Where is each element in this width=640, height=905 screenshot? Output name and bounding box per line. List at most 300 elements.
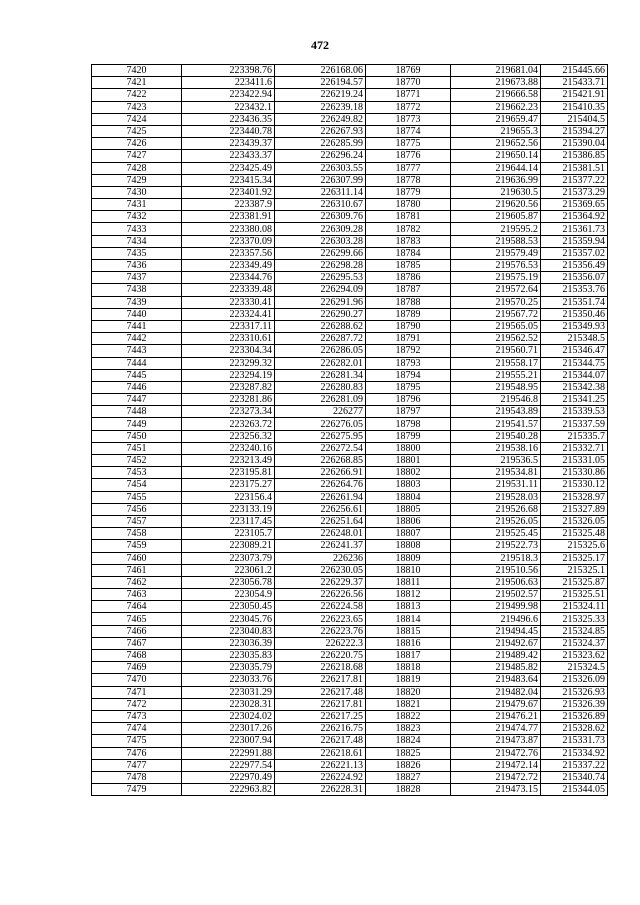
y-coordinate-2-cell: 215445.66 bbox=[541, 65, 608, 77]
y-coordinate-2-cell: 215324.5 bbox=[541, 662, 608, 674]
point-number-2-cell: 18819 bbox=[366, 674, 451, 686]
x-coordinate-cell: 223240.16 bbox=[182, 442, 275, 454]
x-coordinate-cell: 223073.79 bbox=[182, 552, 275, 564]
y-coordinate-2-cell: 215350.46 bbox=[541, 308, 608, 320]
point-number-2-cell: 18800 bbox=[366, 442, 451, 454]
point-number-cell: 7454 bbox=[92, 479, 182, 491]
y-coordinate-cell: 226309.28 bbox=[275, 223, 366, 235]
point-number-2-cell: 18787 bbox=[366, 284, 451, 296]
point-number-cell: 7477 bbox=[92, 759, 182, 771]
x-coordinate-cell: 223056.78 bbox=[182, 576, 275, 588]
x-coordinate-cell: 223035.79 bbox=[182, 662, 275, 674]
y-coordinate-2-cell: 215337.22 bbox=[541, 759, 608, 771]
x-coordinate-2-cell: 219496.6 bbox=[451, 613, 541, 625]
x-coordinate-cell: 222970.49 bbox=[182, 771, 275, 783]
point-number-cell: 7426 bbox=[92, 138, 182, 150]
y-coordinate-2-cell: 215342.38 bbox=[541, 381, 608, 393]
table-row bbox=[92, 89, 608, 101]
point-number-2-cell: 18791 bbox=[366, 333, 451, 345]
table-row bbox=[92, 625, 608, 637]
point-number-cell: 7451 bbox=[92, 442, 182, 454]
x-coordinate-cell: 223304.34 bbox=[182, 345, 275, 357]
y-coordinate-cell: 226264.76 bbox=[275, 479, 366, 491]
y-coordinate-cell: 226217.25 bbox=[275, 710, 366, 722]
table-row bbox=[92, 65, 608, 77]
y-coordinate-2-cell: 215361.73 bbox=[541, 223, 608, 235]
y-coordinate-cell: 226266.91 bbox=[275, 467, 366, 479]
table-row bbox=[92, 528, 608, 540]
y-coordinate-cell: 226216.75 bbox=[275, 723, 366, 735]
x-coordinate-2-cell: 219673.88 bbox=[451, 77, 541, 89]
x-coordinate-2-cell: 219567.72 bbox=[451, 308, 541, 320]
x-coordinate-cell: 223045.76 bbox=[182, 613, 275, 625]
y-coordinate-cell: 226303.28 bbox=[275, 235, 366, 247]
point-number-cell: 7475 bbox=[92, 735, 182, 747]
x-coordinate-2-cell: 219548.95 bbox=[451, 381, 541, 393]
x-coordinate-cell: 223175.27 bbox=[182, 479, 275, 491]
point-number-cell: 7452 bbox=[92, 455, 182, 467]
table-row bbox=[92, 455, 608, 467]
point-number-2-cell: 18817 bbox=[366, 650, 451, 662]
y-coordinate-2-cell: 215421.91 bbox=[541, 89, 608, 101]
y-coordinate-2-cell: 215381.51 bbox=[541, 162, 608, 174]
x-coordinate-cell: 223105.7 bbox=[182, 528, 275, 540]
x-coordinate-2-cell: 219666.58 bbox=[451, 89, 541, 101]
table-row bbox=[92, 771, 608, 783]
y-coordinate-cell: 226303.55 bbox=[275, 162, 366, 174]
y-coordinate-2-cell: 215326.89 bbox=[541, 710, 608, 722]
point-number-cell: 7437 bbox=[92, 272, 182, 284]
x-coordinate-2-cell: 219558.17 bbox=[451, 357, 541, 369]
x-coordinate-cell: 223031.29 bbox=[182, 686, 275, 698]
y-coordinate-2-cell: 215325.33 bbox=[541, 613, 608, 625]
point-number-cell: 7479 bbox=[92, 784, 182, 796]
x-coordinate-2-cell: 219472.72 bbox=[451, 771, 541, 783]
x-coordinate-2-cell: 219540.28 bbox=[451, 430, 541, 442]
y-coordinate-cell: 226223.76 bbox=[275, 625, 366, 637]
y-coordinate-2-cell: 215331.05 bbox=[541, 455, 608, 467]
y-coordinate-cell: 226223.65 bbox=[275, 613, 366, 625]
point-number-cell: 7455 bbox=[92, 491, 182, 503]
table-row bbox=[92, 710, 608, 722]
point-number-2-cell: 18818 bbox=[366, 662, 451, 674]
point-number-cell: 7442 bbox=[92, 333, 182, 345]
point-number-2-cell: 18823 bbox=[366, 723, 451, 735]
point-number-cell: 7470 bbox=[92, 674, 182, 686]
y-coordinate-cell: 226291.96 bbox=[275, 296, 366, 308]
y-coordinate-2-cell: 215351.74 bbox=[541, 296, 608, 308]
x-coordinate-cell: 223436.35 bbox=[182, 113, 275, 125]
y-coordinate-2-cell: 215373.29 bbox=[541, 186, 608, 198]
y-coordinate-cell: 226168.06 bbox=[275, 65, 366, 77]
y-coordinate-2-cell: 215334.92 bbox=[541, 747, 608, 759]
x-coordinate-2-cell: 219570.25 bbox=[451, 296, 541, 308]
table-row bbox=[92, 174, 608, 186]
point-number-2-cell: 18827 bbox=[366, 771, 451, 783]
table-row bbox=[92, 418, 608, 430]
y-coordinate-2-cell: 215328.62 bbox=[541, 723, 608, 735]
y-coordinate-2-cell: 215330.12 bbox=[541, 479, 608, 491]
x-coordinate-2-cell: 219506.63 bbox=[451, 576, 541, 588]
table-row bbox=[92, 479, 608, 491]
table-row bbox=[92, 723, 608, 735]
x-coordinate-cell: 223380.08 bbox=[182, 223, 275, 235]
point-number-cell: 7431 bbox=[92, 199, 182, 211]
x-coordinate-cell: 223387.9 bbox=[182, 199, 275, 211]
table-row bbox=[92, 491, 608, 503]
x-coordinate-cell: 223281.86 bbox=[182, 394, 275, 406]
x-coordinate-2-cell: 219518.3 bbox=[451, 552, 541, 564]
x-coordinate-cell: 223339.48 bbox=[182, 284, 275, 296]
y-coordinate-2-cell: 215340.74 bbox=[541, 771, 608, 783]
y-coordinate-cell: 226194.57 bbox=[275, 77, 366, 89]
point-number-cell: 7444 bbox=[92, 357, 182, 369]
y-coordinate-2-cell: 215394.27 bbox=[541, 125, 608, 137]
point-number-2-cell: 18776 bbox=[366, 150, 451, 162]
x-coordinate-2-cell: 219483.64 bbox=[451, 674, 541, 686]
point-number-cell: 7476 bbox=[92, 747, 182, 759]
y-coordinate-2-cell: 215330.86 bbox=[541, 467, 608, 479]
x-coordinate-2-cell: 219655.3 bbox=[451, 125, 541, 137]
point-number-2-cell: 18813 bbox=[366, 601, 451, 613]
point-number-cell: 7439 bbox=[92, 296, 182, 308]
y-coordinate-2-cell: 215344.75 bbox=[541, 357, 608, 369]
point-number-2-cell: 18793 bbox=[366, 357, 451, 369]
x-coordinate-cell: 223411.6 bbox=[182, 77, 275, 89]
table-row bbox=[92, 247, 608, 259]
x-coordinate-cell: 223024.02 bbox=[182, 710, 275, 722]
y-coordinate-cell: 226280.83 bbox=[275, 381, 366, 393]
table-row bbox=[92, 784, 608, 796]
point-number-2-cell: 18816 bbox=[366, 637, 451, 649]
table-row bbox=[92, 345, 608, 357]
y-coordinate-cell: 226288.62 bbox=[275, 320, 366, 332]
table-row bbox=[92, 394, 608, 406]
y-coordinate-cell: 226309.76 bbox=[275, 211, 366, 223]
x-coordinate-2-cell: 219575.19 bbox=[451, 272, 541, 284]
x-coordinate-2-cell: 219522.73 bbox=[451, 540, 541, 552]
point-number-cell: 7424 bbox=[92, 113, 182, 125]
point-number-cell: 7447 bbox=[92, 394, 182, 406]
x-coordinate-cell: 223273.34 bbox=[182, 406, 275, 418]
y-coordinate-cell: 226272.54 bbox=[275, 442, 366, 454]
x-coordinate-cell: 222963.82 bbox=[182, 784, 275, 796]
y-coordinate-2-cell: 215348.5 bbox=[541, 333, 608, 345]
point-number-cell: 7468 bbox=[92, 650, 182, 662]
point-number-cell: 7463 bbox=[92, 589, 182, 601]
point-number-2-cell: 18812 bbox=[366, 589, 451, 601]
y-coordinate-2-cell: 215332.71 bbox=[541, 442, 608, 454]
point-number-cell: 7457 bbox=[92, 515, 182, 527]
y-coordinate-2-cell: 215326.93 bbox=[541, 686, 608, 698]
point-number-2-cell: 18803 bbox=[366, 479, 451, 491]
x-coordinate-cell: 223213.49 bbox=[182, 455, 275, 467]
y-coordinate-cell: 226217.48 bbox=[275, 686, 366, 698]
table-row bbox=[92, 138, 608, 150]
y-coordinate-cell: 226222.3 bbox=[275, 637, 366, 649]
y-coordinate-cell: 226277 bbox=[275, 406, 366, 418]
point-number-2-cell: 18814 bbox=[366, 613, 451, 625]
point-number-cell: 7428 bbox=[92, 162, 182, 174]
y-coordinate-cell: 226286.05 bbox=[275, 345, 366, 357]
point-number-2-cell: 18779 bbox=[366, 186, 451, 198]
y-coordinate-cell: 226217.81 bbox=[275, 698, 366, 710]
table-row bbox=[92, 515, 608, 527]
table-row bbox=[92, 637, 608, 649]
point-number-cell: 7456 bbox=[92, 503, 182, 515]
x-coordinate-cell: 223317.11 bbox=[182, 320, 275, 332]
y-coordinate-2-cell: 215324.11 bbox=[541, 601, 608, 613]
table-row bbox=[92, 613, 608, 625]
point-number-cell: 7462 bbox=[92, 576, 182, 588]
table-row bbox=[92, 260, 608, 272]
y-coordinate-cell: 226276.05 bbox=[275, 418, 366, 430]
x-coordinate-2-cell: 219605.87 bbox=[451, 211, 541, 223]
y-coordinate-cell: 226296.24 bbox=[275, 150, 366, 162]
y-coordinate-cell: 226228.31 bbox=[275, 784, 366, 796]
x-coordinate-2-cell: 219579.49 bbox=[451, 247, 541, 259]
point-number-cell: 7449 bbox=[92, 418, 182, 430]
point-number-2-cell: 18826 bbox=[366, 759, 451, 771]
table-row bbox=[92, 686, 608, 698]
point-number-cell: 7465 bbox=[92, 613, 182, 625]
table-row bbox=[92, 113, 608, 125]
x-coordinate-2-cell: 219482.04 bbox=[451, 686, 541, 698]
x-coordinate-2-cell: 219474.77 bbox=[451, 723, 541, 735]
x-coordinate-cell: 223017.26 bbox=[182, 723, 275, 735]
point-number-cell: 7472 bbox=[92, 698, 182, 710]
x-coordinate-2-cell: 219510.56 bbox=[451, 564, 541, 576]
x-coordinate-cell: 223299.32 bbox=[182, 357, 275, 369]
x-coordinate-cell: 223061.2 bbox=[182, 564, 275, 576]
x-coordinate-2-cell: 219538.16 bbox=[451, 442, 541, 454]
x-coordinate-2-cell: 219536.5 bbox=[451, 455, 541, 467]
point-number-2-cell: 18785 bbox=[366, 260, 451, 272]
x-coordinate-cell: 223425.49 bbox=[182, 162, 275, 174]
x-coordinate-2-cell: 219588.53 bbox=[451, 235, 541, 247]
table-row bbox=[92, 272, 608, 284]
x-coordinate-2-cell: 219652.56 bbox=[451, 138, 541, 150]
y-coordinate-cell: 226261.94 bbox=[275, 491, 366, 503]
x-coordinate-2-cell: 219576.53 bbox=[451, 260, 541, 272]
x-coordinate-cell: 223195.81 bbox=[182, 467, 275, 479]
point-number-2-cell: 18789 bbox=[366, 308, 451, 320]
point-number-2-cell: 18809 bbox=[366, 552, 451, 564]
y-coordinate-cell: 226307.99 bbox=[275, 174, 366, 186]
y-coordinate-cell: 226224.58 bbox=[275, 601, 366, 613]
y-coordinate-cell: 226251.64 bbox=[275, 515, 366, 527]
y-coordinate-2-cell: 215325.87 bbox=[541, 576, 608, 588]
y-coordinate-cell: 226218.68 bbox=[275, 662, 366, 674]
table-row bbox=[92, 467, 608, 479]
table-row bbox=[92, 77, 608, 89]
point-number-cell: 7461 bbox=[92, 564, 182, 576]
x-coordinate-cell: 223287.82 bbox=[182, 381, 275, 393]
y-coordinate-2-cell: 215326.09 bbox=[541, 674, 608, 686]
y-coordinate-cell: 226218.61 bbox=[275, 747, 366, 759]
y-coordinate-cell: 226285.99 bbox=[275, 138, 366, 150]
point-number-2-cell: 18769 bbox=[366, 65, 451, 77]
x-coordinate-2-cell: 219565.05 bbox=[451, 320, 541, 332]
y-coordinate-cell: 226217.81 bbox=[275, 674, 366, 686]
x-coordinate-cell: 223357.56 bbox=[182, 247, 275, 259]
x-coordinate-2-cell: 219659.47 bbox=[451, 113, 541, 125]
point-number-2-cell: 18794 bbox=[366, 369, 451, 381]
y-coordinate-cell: 226310.67 bbox=[275, 199, 366, 211]
y-coordinate-2-cell: 215346.47 bbox=[541, 345, 608, 357]
x-coordinate-2-cell: 219562.52 bbox=[451, 333, 541, 345]
point-number-2-cell: 18771 bbox=[366, 89, 451, 101]
x-coordinate-cell: 223040.83 bbox=[182, 625, 275, 637]
point-number-2-cell: 18782 bbox=[366, 223, 451, 235]
x-coordinate-2-cell: 219485.82 bbox=[451, 662, 541, 674]
y-coordinate-2-cell: 215369.65 bbox=[541, 199, 608, 211]
y-coordinate-2-cell: 215326.05 bbox=[541, 515, 608, 527]
point-number-cell: 7445 bbox=[92, 369, 182, 381]
y-coordinate-cell: 226219.24 bbox=[275, 89, 366, 101]
coordinates-table bbox=[91, 64, 608, 796]
y-coordinate-cell: 226275.95 bbox=[275, 430, 366, 442]
y-coordinate-cell: 226217.48 bbox=[275, 735, 366, 747]
x-coordinate-2-cell: 219546.8 bbox=[451, 394, 541, 406]
point-number-cell: 7441 bbox=[92, 320, 182, 332]
point-number-2-cell: 18824 bbox=[366, 735, 451, 747]
y-coordinate-2-cell: 215377.22 bbox=[541, 174, 608, 186]
x-coordinate-cell: 222977.54 bbox=[182, 759, 275, 771]
table-row bbox=[92, 601, 608, 613]
table-row bbox=[92, 199, 608, 211]
x-coordinate-cell: 223117.45 bbox=[182, 515, 275, 527]
y-coordinate-2-cell: 215331.73 bbox=[541, 735, 608, 747]
y-coordinate-2-cell: 215325.1 bbox=[541, 564, 608, 576]
y-coordinate-cell: 226282.01 bbox=[275, 357, 366, 369]
y-coordinate-2-cell: 215325.51 bbox=[541, 589, 608, 601]
y-coordinate-cell: 226239.18 bbox=[275, 101, 366, 113]
x-coordinate-2-cell: 219555.21 bbox=[451, 369, 541, 381]
point-number-cell: 7467 bbox=[92, 637, 182, 649]
x-coordinate-2-cell: 219560.71 bbox=[451, 345, 541, 357]
point-number-cell: 7459 bbox=[92, 540, 182, 552]
x-coordinate-2-cell: 219572.64 bbox=[451, 284, 541, 296]
point-number-cell: 7448 bbox=[92, 406, 182, 418]
table-row bbox=[92, 150, 608, 162]
y-coordinate-cell: 226226.56 bbox=[275, 589, 366, 601]
y-coordinate-cell: 226298.28 bbox=[275, 260, 366, 272]
x-coordinate-cell: 223036.39 bbox=[182, 637, 275, 649]
y-coordinate-cell: 226248.01 bbox=[275, 528, 366, 540]
point-number-cell: 7430 bbox=[92, 186, 182, 198]
x-coordinate-2-cell: 219644.14 bbox=[451, 162, 541, 174]
point-number-2-cell: 18777 bbox=[366, 162, 451, 174]
x-coordinate-cell: 223028.31 bbox=[182, 698, 275, 710]
x-coordinate-2-cell: 219681.04 bbox=[451, 65, 541, 77]
x-coordinate-2-cell: 219595.2 bbox=[451, 223, 541, 235]
point-number-2-cell: 18806 bbox=[366, 515, 451, 527]
table-row bbox=[92, 320, 608, 332]
point-number-2-cell: 18797 bbox=[366, 406, 451, 418]
y-coordinate-cell: 226295.53 bbox=[275, 272, 366, 284]
point-number-cell: 7458 bbox=[92, 528, 182, 540]
point-number-2-cell: 18786 bbox=[366, 272, 451, 284]
y-coordinate-2-cell: 215335.7 bbox=[541, 430, 608, 442]
x-coordinate-2-cell: 219630.5 bbox=[451, 186, 541, 198]
x-coordinate-cell: 223050.45 bbox=[182, 601, 275, 613]
table-row bbox=[92, 674, 608, 686]
point-number-2-cell: 18807 bbox=[366, 528, 451, 540]
x-coordinate-cell: 223398.76 bbox=[182, 65, 275, 77]
table-row bbox=[92, 333, 608, 345]
y-coordinate-cell: 226224.92 bbox=[275, 771, 366, 783]
y-coordinate-2-cell: 215364.92 bbox=[541, 211, 608, 223]
point-number-cell: 7421 bbox=[92, 77, 182, 89]
point-number-2-cell: 18781 bbox=[366, 211, 451, 223]
y-coordinate-2-cell: 215326.39 bbox=[541, 698, 608, 710]
point-number-2-cell: 18778 bbox=[366, 174, 451, 186]
x-coordinate-cell: 223439.37 bbox=[182, 138, 275, 150]
x-coordinate-cell: 223294.19 bbox=[182, 369, 275, 381]
y-coordinate-cell: 226256.61 bbox=[275, 503, 366, 515]
x-coordinate-2-cell: 219473.15 bbox=[451, 784, 541, 796]
y-coordinate-cell: 226299.66 bbox=[275, 247, 366, 259]
y-coordinate-2-cell: 215341.25 bbox=[541, 394, 608, 406]
point-number-cell: 7460 bbox=[92, 552, 182, 564]
y-coordinate-2-cell: 215324.37 bbox=[541, 637, 608, 649]
table-row bbox=[92, 747, 608, 759]
point-number-2-cell: 18799 bbox=[366, 430, 451, 442]
table-row bbox=[92, 223, 608, 235]
x-coordinate-2-cell: 219526.68 bbox=[451, 503, 541, 515]
y-coordinate-2-cell: 215324.85 bbox=[541, 625, 608, 637]
x-coordinate-2-cell: 219494.45 bbox=[451, 625, 541, 637]
y-coordinate-2-cell: 215344.07 bbox=[541, 369, 608, 381]
point-number-cell: 7427 bbox=[92, 150, 182, 162]
y-coordinate-cell: 226281.09 bbox=[275, 394, 366, 406]
x-coordinate-2-cell: 219473.87 bbox=[451, 735, 541, 747]
y-coordinate-2-cell: 215325.48 bbox=[541, 528, 608, 540]
y-coordinate-2-cell: 215337.59 bbox=[541, 418, 608, 430]
x-coordinate-cell: 223330.41 bbox=[182, 296, 275, 308]
x-coordinate-cell: 223432.1 bbox=[182, 101, 275, 113]
table-row bbox=[92, 369, 608, 381]
table-row bbox=[92, 125, 608, 137]
table-row bbox=[92, 296, 608, 308]
x-coordinate-2-cell: 219662.23 bbox=[451, 101, 541, 113]
point-number-2-cell: 18825 bbox=[366, 747, 451, 759]
point-number-2-cell: 18805 bbox=[366, 503, 451, 515]
point-number-cell: 7432 bbox=[92, 211, 182, 223]
point-number-cell: 7469 bbox=[92, 662, 182, 674]
y-coordinate-2-cell: 215323.62 bbox=[541, 650, 608, 662]
y-coordinate-2-cell: 215386.85 bbox=[541, 150, 608, 162]
x-coordinate-cell: 223349.49 bbox=[182, 260, 275, 272]
x-coordinate-cell: 223035.83 bbox=[182, 650, 275, 662]
x-coordinate-cell: 223370.09 bbox=[182, 235, 275, 247]
point-number-cell: 7450 bbox=[92, 430, 182, 442]
point-number-cell: 7473 bbox=[92, 710, 182, 722]
page-number: 472 bbox=[311, 38, 329, 52]
table-row bbox=[92, 381, 608, 393]
point-number-cell: 7433 bbox=[92, 223, 182, 235]
y-coordinate-cell: 226294.09 bbox=[275, 284, 366, 296]
x-coordinate-2-cell: 219636.99 bbox=[451, 174, 541, 186]
y-coordinate-2-cell: 215353.76 bbox=[541, 284, 608, 296]
x-coordinate-2-cell: 219489.42 bbox=[451, 650, 541, 662]
point-number-2-cell: 18801 bbox=[366, 455, 451, 467]
point-number-cell: 7471 bbox=[92, 686, 182, 698]
x-coordinate-cell: 223033.76 bbox=[182, 674, 275, 686]
x-coordinate-2-cell: 219499.98 bbox=[451, 601, 541, 613]
y-coordinate-2-cell: 215359.94 bbox=[541, 235, 608, 247]
